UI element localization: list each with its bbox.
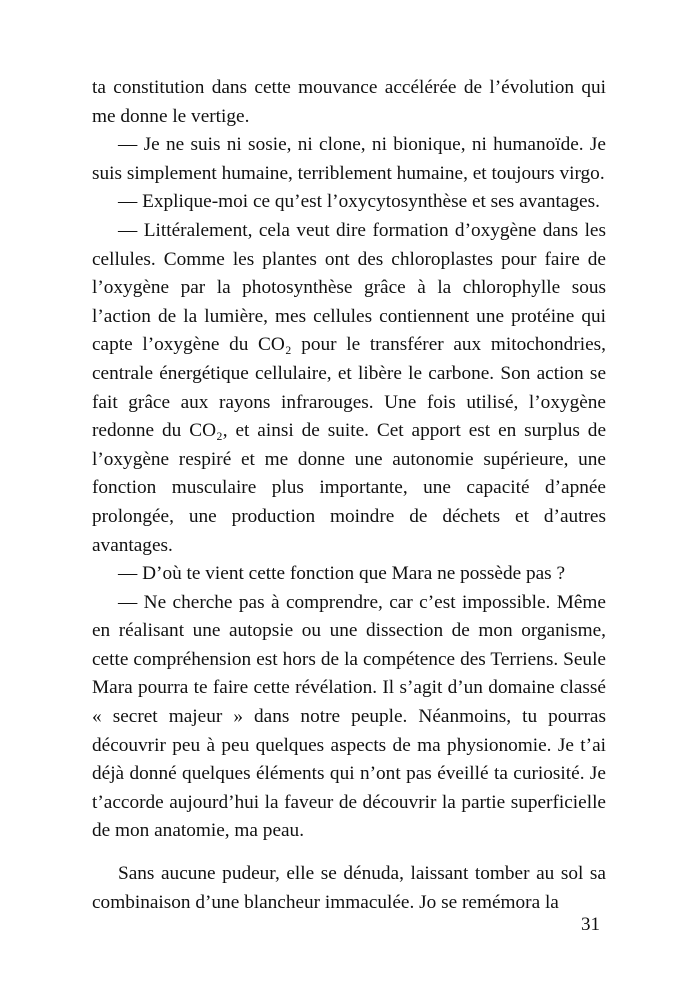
paragraph-3: — Explique-moi ce qu’est l’oxycytosynthèse et ses avantages. <box>118 191 600 213</box>
page-number: 31 <box>581 914 600 935</box>
paragraph-1: ta constitution dans cette mouvance accélérée de l’évolution qui me donne le vertige. <box>92 77 606 127</box>
paragraph-4: — Littéralement, cela veut dire formation d’oxygène dans les cellules. Comme les plantes ont des chloroplastes pour faire de l’oxygène par la photosynthèse grâce à la chlorophylle sous l’action de la lumière, mes cellules contiennent une protéine qui capte l’oxygène du CO₂ pour le transférer aux mitochondries, centrale énergétique cellulaire, et libère le carbone. Son action se fait grâce aux rayons infrarouges. Une fois utilisé, l’oxygène redonne du CO₂, et ainsi de suite. Cet apport est en surplus de l’oxygène respiré et me donne une autonomie supérieure, une fonction musculaire plus importante, une capacité d’apnée prolongée, une production moindre de déchets et d’autres avantages. <box>92 219 606 556</box>
body-text <box>92 74 606 917</box>
paragraph-6: — Ne cherche pas à comprendre, car c’est impossible. Même en réalisant une autopsie ou une dissection de mon organisme, cette compréhension est hors de la compétence des Terriens. Seule Mara pourra te faire cette révélation. Il s’agit d’un domaine classé « secret majeur » dans notre peuple. Néanmoins, tu pourras découvrir peu à peu quelques aspects de ma physionomie. Je t’ai déjà donné quelques éléments qui n’ont pas éveillé ta curiosité. Je t’accorde aujourd’hui la faveur de découvrir la partie superficielle de mon anatomie, ma peau. <box>92 591 606 842</box>
paragraph-7: Sans aucune pudeur, elle se dénuda, laissant tomber au sol sa combinaison d’une blancheur immaculée. Jo se remémora la <box>92 863 606 913</box>
paragraph-2: — Je ne suis ni sosie, ni clone, ni bionique, ni humanoïde. Je suis simplement humaine, terriblement humaine, et toujours virgo. <box>92 134 606 184</box>
paragraph-5: — D’où te vient cette fonction que Mara ne possède pas ? <box>118 563 566 585</box>
